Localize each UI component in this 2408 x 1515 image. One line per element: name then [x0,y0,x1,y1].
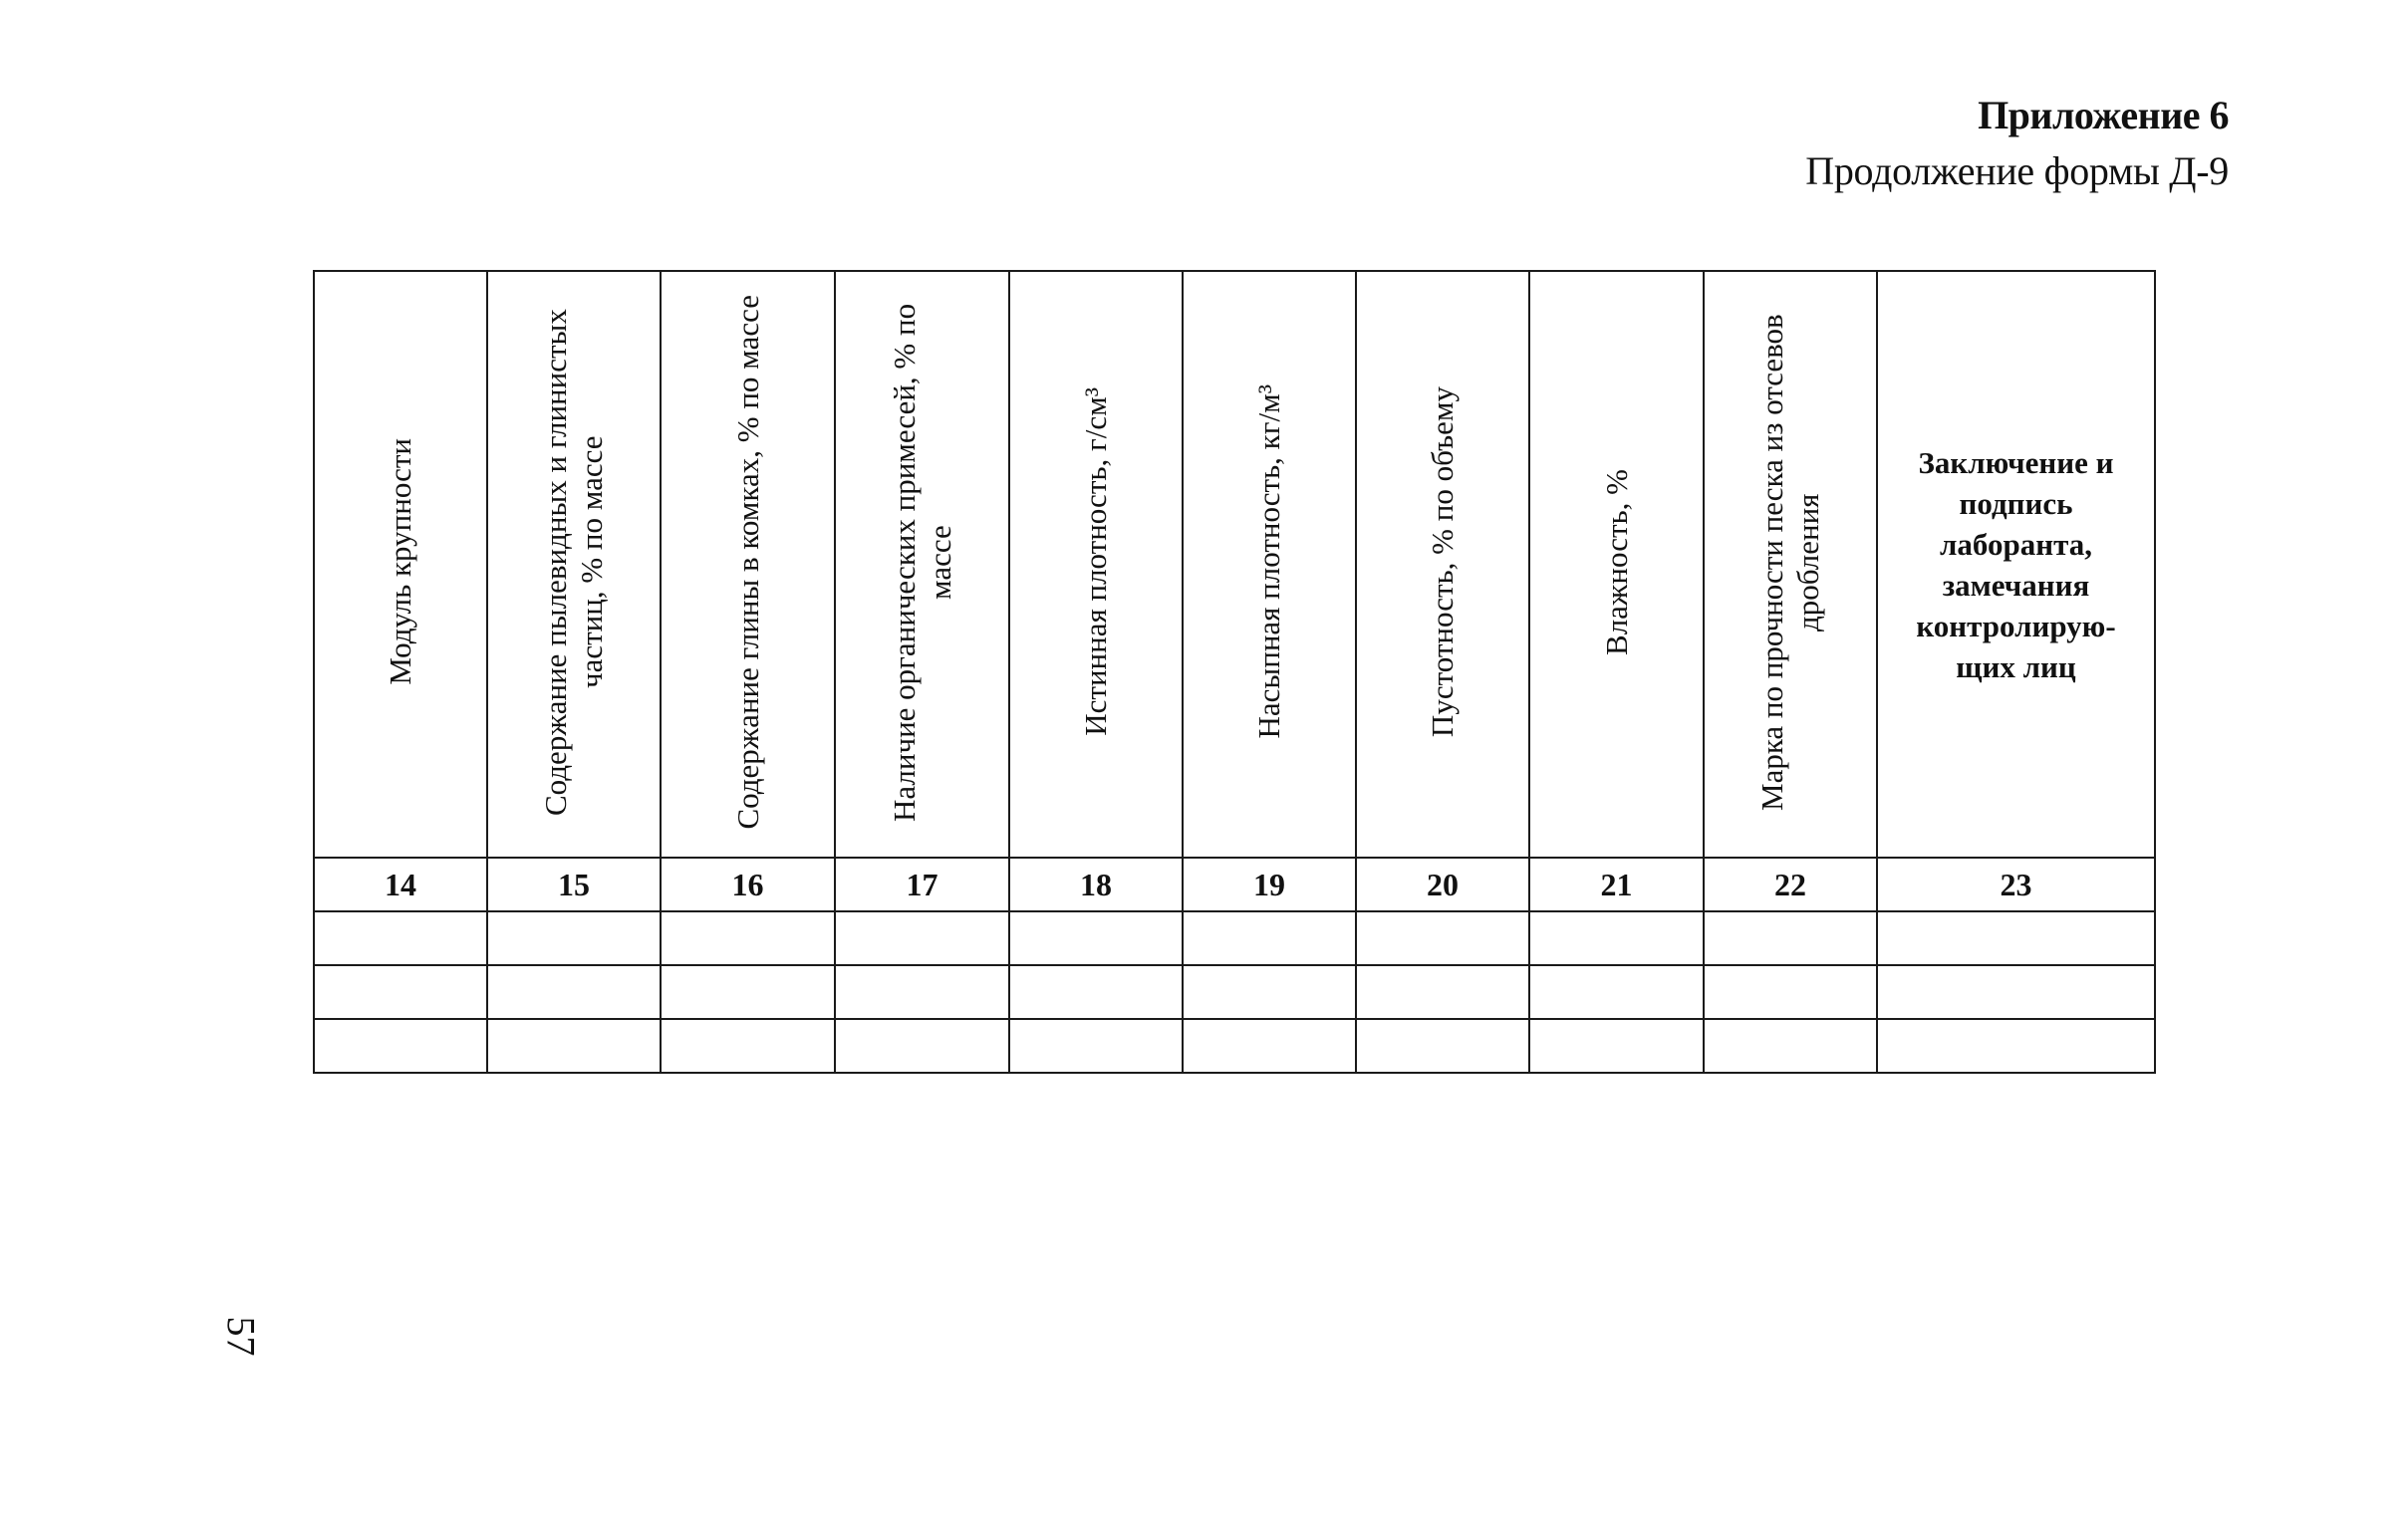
column-header-17 [835,271,1009,858]
table-cell [661,1019,835,1073]
column-header-label: Влажность, % [1598,468,1634,655]
column-number: 19 [1183,858,1356,911]
table-cell [1009,965,1183,1019]
column-number-row [314,858,2155,911]
column-header-label: Наличие органических примесей, % по массе [886,302,957,822]
column-header-label: Модуль крупности [383,438,417,685]
table-cell [1877,911,2155,965]
table-cell [1529,965,1704,1019]
table-cell [835,911,1009,965]
table-cell [1356,911,1529,965]
table-cell [835,965,1009,1019]
column-header-15 [487,271,661,858]
column-header-14 [314,271,487,858]
column-header-label: Насыпная плотность, кг/м³ [1251,384,1286,739]
form-d9-table [313,270,2156,1074]
table-row [314,911,2155,965]
column-header-label: Пустотность, % по объему [1425,385,1460,738]
column-header-label: Истинная плотность, г/см³ [1078,387,1113,736]
column-header-20 [1356,271,1529,858]
column-number: 14 [314,858,487,911]
table-cell [661,911,835,965]
column-header-label: Заключение и подпись лаборанта, замечания контролирую-щих лиц [1916,444,2116,684]
column-number: 22 [1704,858,1877,911]
column-header-21 [1529,271,1704,858]
table-row [314,965,2155,1019]
table-cell [1704,1019,1877,1073]
table-cell [1183,1019,1356,1073]
table-cell [1183,911,1356,965]
table-cell [1009,911,1183,965]
column-number: 21 [1529,858,1704,911]
column-number: 18 [1009,858,1183,911]
page-number: 57 [218,1316,264,1357]
column-header-label: Содержание глины в комках, % по массе [729,294,765,830]
table-cell [314,1019,487,1073]
column-number: 20 [1356,858,1529,911]
table-cell [1877,965,2155,1019]
appendix-title: Приложение 6 [1978,93,2229,137]
table-cell [1704,911,1877,965]
table-row [314,1019,2155,1073]
column-header-19 [1183,271,1356,858]
column-header-22 [1704,271,1877,858]
table-cell [314,911,487,965]
table-cell [487,965,661,1019]
column-number: 15 [487,858,661,911]
table-cell [314,965,487,1019]
table-cell [1183,965,1356,1019]
column-header-label: Содержание пылевидных и глинистых частиц, % по массе [538,308,609,816]
table-cell [1009,1019,1183,1073]
column-header-18 [1009,271,1183,858]
table-cell [835,1019,1009,1073]
column-number: 23 [1877,858,2155,911]
table-cell [661,965,835,1019]
table-cell [487,911,661,965]
table-cell [1704,965,1877,1019]
column-header-label: Марка по прочности песка из отсевов дробления [1754,313,1825,811]
table-cell [1529,911,1704,965]
table-cell [1529,1019,1704,1073]
table-cell [1877,1019,2155,1073]
header-row [314,271,2155,858]
table-cell [1356,1019,1529,1073]
table-cell [1356,965,1529,1019]
column-number: 17 [835,858,1009,911]
column-header-16 [661,271,835,858]
table-cell [487,1019,661,1073]
column-number: 16 [661,858,835,911]
appendix-subtitle: Продолжение формы Д-9 [1805,148,2229,193]
column-header-23 [1877,271,2155,858]
